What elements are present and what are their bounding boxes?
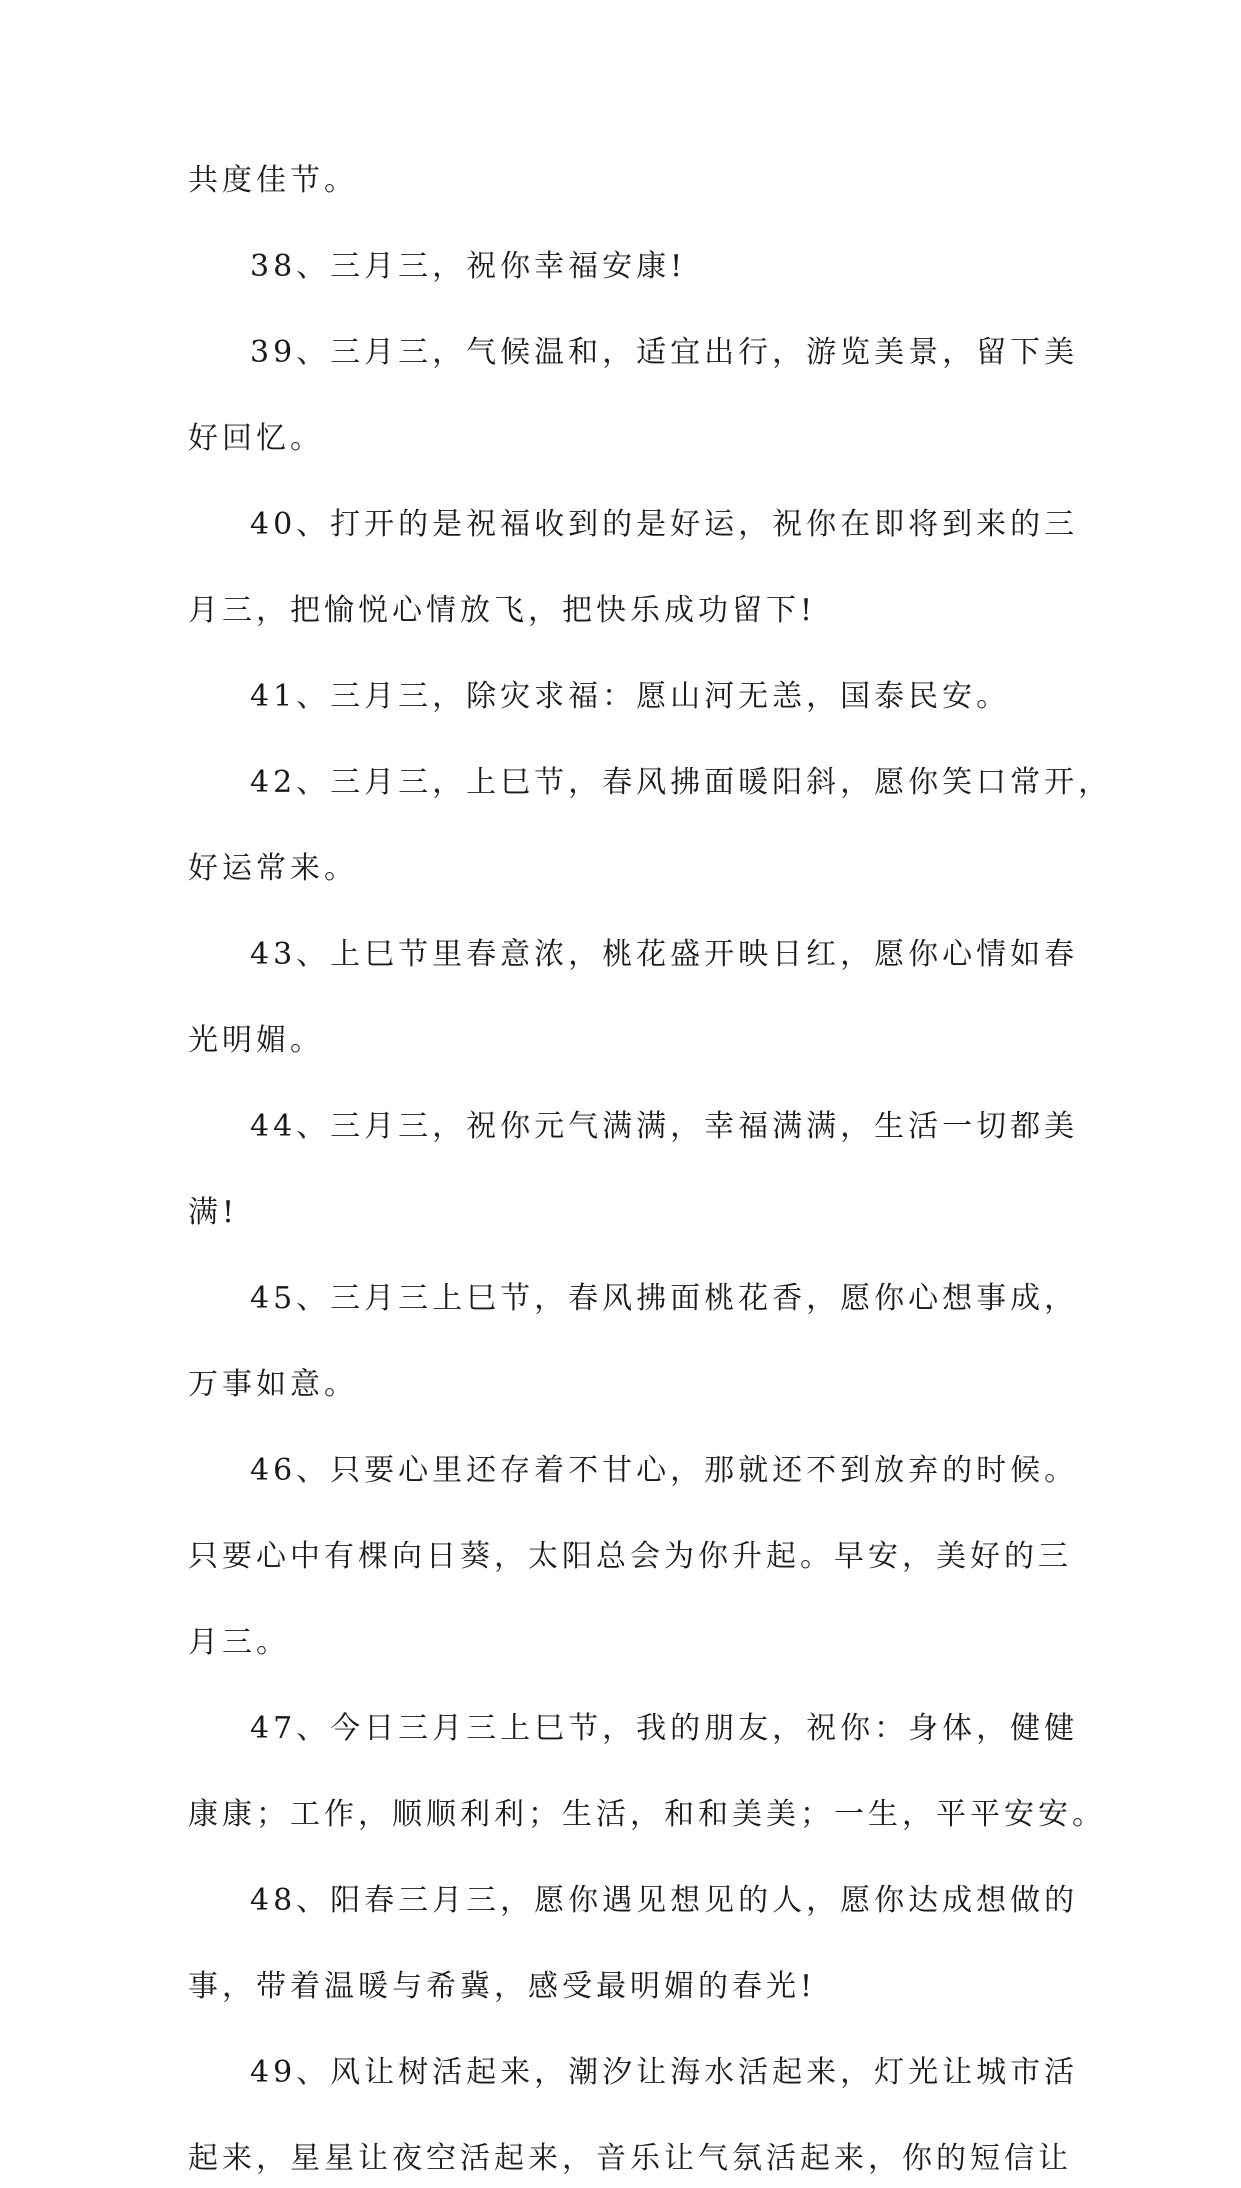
text-line: 43、上巳节里春意浓，桃花盛开映日红，愿你心情如春 bbox=[250, 937, 1079, 972]
paragraph bbox=[188, 1872, 1079, 2016]
text-line: 月三。 bbox=[188, 1625, 290, 1660]
text-line: 42、三月三，上巳节，春风拂面暖阳斜，愿你笑口常开， bbox=[250, 765, 1113, 800]
text-line: 46、只要心里还存着不甘心，那就还不到放弃的时候。 bbox=[250, 1453, 1079, 1488]
paragraph bbox=[188, 1270, 1079, 1414]
text-line: 满! bbox=[188, 1195, 239, 1230]
text-line: 事，带着温暖与希冀，感受最明媚的春光! bbox=[188, 1969, 817, 2004]
paragraph bbox=[188, 926, 1079, 1070]
paragraph bbox=[188, 496, 1079, 640]
paragraph bbox=[188, 238, 1058, 296]
paragraph bbox=[188, 668, 1058, 726]
text-line: 39、三月三，气候温和，适宜出行，游览美景，留下美 bbox=[250, 335, 1079, 370]
paragraph bbox=[188, 1442, 1079, 1672]
text-line: 44、三月三，祝你元气满满，幸福满满，生活一切都美 bbox=[250, 1109, 1079, 1144]
text-line: 好回忆。 bbox=[188, 421, 324, 456]
text-line: 41、三月三，除灾求福：愿山河无恙，国泰民安。 bbox=[250, 679, 1011, 714]
text-line: 48、阳春三月三，愿你遇见想见的人，愿你达成想做的 bbox=[250, 1883, 1079, 1918]
text-line: 40、打开的是祝福收到的是好运，祝你在即将到来的三 bbox=[250, 507, 1079, 542]
paragraph bbox=[188, 324, 1079, 468]
paragraph bbox=[188, 2044, 1079, 2188]
paragraph bbox=[188, 152, 1058, 210]
text-line: 好运常来。 bbox=[188, 851, 358, 886]
paragraph bbox=[188, 754, 1113, 898]
text-line: 共度佳节。 bbox=[188, 163, 358, 198]
text-line: 45、三月三上巳节，春风拂面桃花香，愿你心想事成， bbox=[250, 1281, 1079, 1316]
text-line: 康康；工作，顺顺利利；生活，和和美美；一生，平平安安。 bbox=[188, 1797, 1106, 1832]
text-line: 38、三月三，祝你幸福安康! bbox=[250, 249, 687, 284]
document-page bbox=[188, 152, 1113, 2188]
text-line: 只要心中有棵向日葵，太阳总会为你升起。早安，美好的三 bbox=[188, 1539, 1072, 1574]
paragraph bbox=[188, 1098, 1079, 1242]
text-line: 47、今日三月三上巳节，我的朋友，祝你：身体，健健 bbox=[250, 1711, 1079, 1746]
text-line: 49、风让树活起来，潮汐让海水活起来，灯光让城市活 bbox=[250, 2055, 1079, 2090]
paragraph bbox=[188, 1700, 1106, 1844]
text-line: 光明媚。 bbox=[188, 1023, 324, 1058]
text-line: 起来，星星让夜空活起来，音乐让气氛活起来，你的短信让 bbox=[188, 2141, 1072, 2176]
text-line: 万事如意。 bbox=[188, 1367, 358, 1402]
text-line: 月三，把愉悦心情放飞，把快乐成功留下! bbox=[188, 593, 817, 628]
